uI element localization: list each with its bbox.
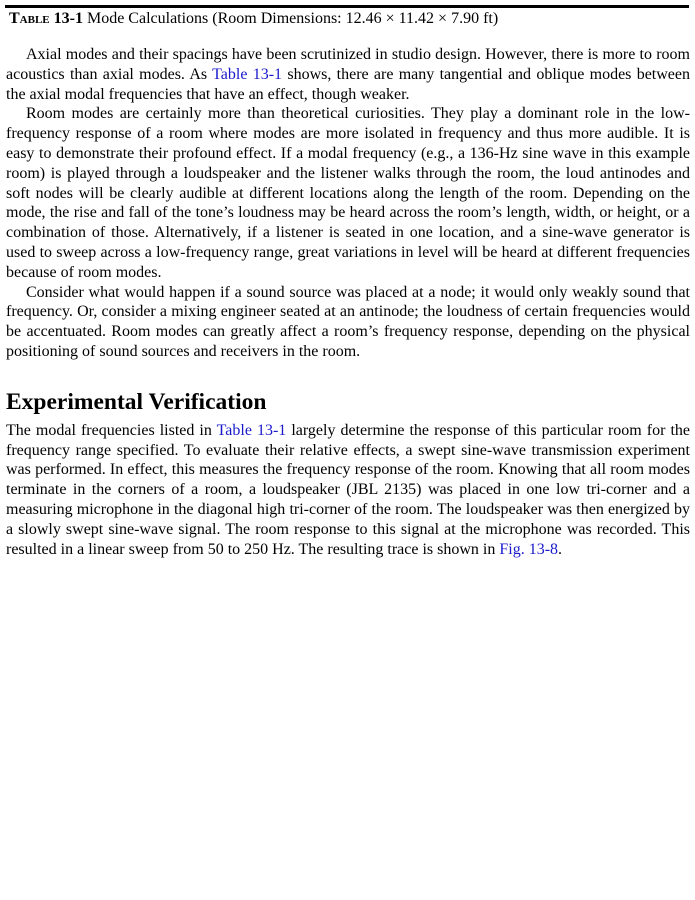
paragraph-experimental-verification — [6, 421, 690, 560]
paragraph-room-modes: Room modes are certainly more than theoretical curiosities. They play a dominant role in the low-frequency response of a room where modes are more isolated in frequency and thus more audible. It is easy to demonstrate their profound effect. If a modal frequency (e.g., a 136-Hz sine wave in this example room) is played through a loudspeaker and the listener walks through the room, the loud antinodes and soft nodes will be clearly audible at different locations along the length of the room. Depending on the mode, the rise and fall of the tone’s loudness may be heard across the room’s length, width, or height, or a combination of those. Alternatively, if a listener is seated in one location, and a sine-wave generator is used to sweep across a low-frequency range, great variations in level will be heard at different frequencies because of room modes. — [6, 105, 690, 281]
table-caption-text: Mode Calculations (Room Dimensions: 12.46 × 11.42 × 7.90 ft) — [86, 10, 499, 27]
table-13-1-link[interactable]: Table 13-1 — [216, 421, 287, 439]
table-13-1-link[interactable]: Table 13-1 — [212, 65, 283, 83]
paragraph-text: Axial modes and their spacings have been scrutinized in studio design. However, there is more to room acoustics than axial modes. As — [6, 46, 690, 83]
section-heading: Experimental Verification — [6, 388, 267, 415]
paragraph-node-placement: Consider what would happen if a sound source was placed at a node; it would only weakly sound that frequency. Or, consider a mixing engineer seated at an antinode; the loudness of certain frequencies would be accentuated. Room modes can greatly affect a room’s frequency response, depending on the physical positioning of sound sources and receivers in the room. — [6, 283, 690, 360]
table-caption — [9, 9, 498, 28]
table-top-rule — [5, 5, 689, 8]
paragraph-text: largely determine the response of this particular room for the frequency range specified. To evaluate their relative effects, a swept sine-wave transmission experiment was performed. In effect, this measures the frequency response of the room. Knowing that all room modes terminate in the corners of a room, a loudspeaker (JBL 2135) was placed in one low tri-corner and a measuring microphone in the diagonal high tri-corner of the room. The loudspeaker was then energized by a slowly swept sine-wave signal. The room response to this signal at the microphone was recorded. This resulted in a linear sweep from 50 to 250 Hz. The resulting trace is shown in — [6, 421, 690, 558]
paragraph-text: . — [558, 540, 563, 558]
paragraph-text: The modal frequencies listed in — [6, 421, 217, 439]
paragraph-axial-modes — [6, 45, 690, 104]
body-text — [6, 45, 690, 559]
paragraph-text: shows, there are many tangential and oblique modes between the axial modal frequencies that have an effect, though weaker. — [6, 65, 690, 103]
table-caption-label: Table 13-1 — [9, 10, 83, 27]
fig-13-8-link[interactable]: Fig. 13-8 — [499, 540, 559, 558]
